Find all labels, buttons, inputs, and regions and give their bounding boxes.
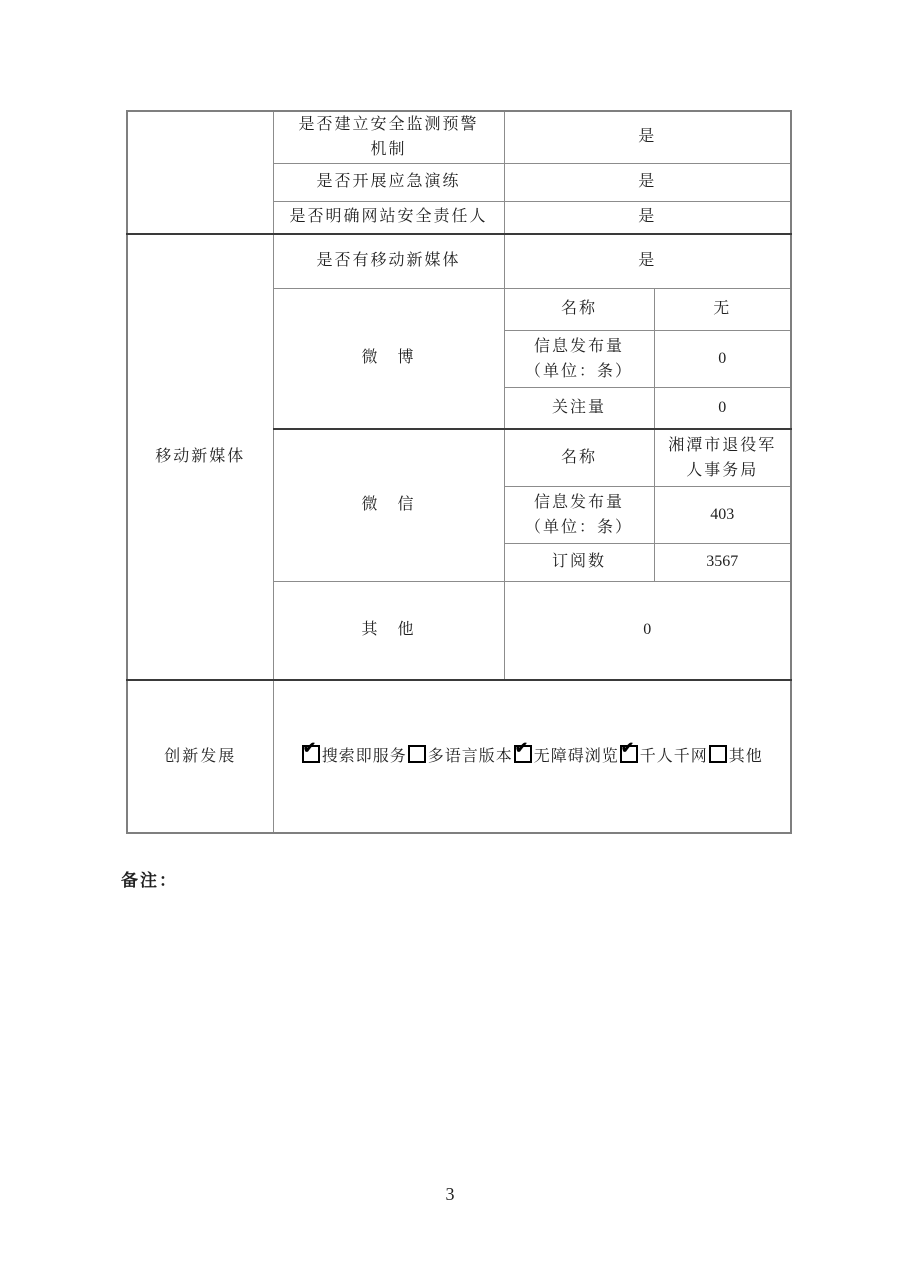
category-cell-innovation: 创新发展 (127, 680, 273, 833)
checkbox-label: 无障碍浏览 (533, 747, 619, 765)
option-multilanguage (407, 748, 513, 765)
weibo-followers-label: 关注量 (504, 387, 654, 429)
page-number: 3 (445, 1184, 455, 1204)
weibo-name-value: 无 (654, 288, 791, 330)
label-line: 信息发布量 (533, 493, 624, 511)
checkbox-checked-icon[interactable] (302, 745, 320, 763)
label-line: （单位：条） (524, 362, 633, 380)
wechat-name-label: 名称 (504, 429, 654, 486)
option-accessibility (513, 748, 619, 765)
checkbox-label: 搜索即服务 (321, 747, 407, 765)
table-row (127, 234, 791, 288)
option-search-as-service (301, 748, 407, 765)
report-table (126, 110, 792, 834)
checkbox-label: 千人千网 (639, 747, 708, 765)
security-question-drill: 是否开展应急演练 (273, 163, 504, 201)
security-answer-monitoring: 是 (504, 111, 791, 163)
security-answer-drill: 是 (504, 163, 791, 201)
annual-report-table (126, 110, 792, 834)
value-line: 人事务局 (686, 461, 759, 479)
table-row (127, 111, 791, 163)
remark-label: 备注： (121, 871, 178, 890)
category-cell-empty (127, 111, 273, 234)
table-row (127, 680, 791, 833)
checkbox-label: 其他 (728, 747, 763, 765)
value-line: 湘潭市退役军 (668, 436, 777, 454)
weibo-followers-value: 0 (654, 387, 791, 429)
wechat-volume-label (504, 486, 654, 543)
checkbox-checked-icon[interactable] (620, 745, 638, 763)
question-line: 机制 (370, 141, 407, 159)
label-line: 信息发布量 (533, 337, 624, 355)
weibo-name-label: 名称 (504, 288, 654, 330)
checkbox-unchecked-icon[interactable] (709, 745, 727, 763)
mobile-media-question: 是否有移动新媒体 (273, 234, 504, 288)
wechat-subs-label: 订阅数 (504, 543, 654, 581)
mobile-media-answer: 是 (504, 234, 791, 288)
wechat-subs-value: 3567 (654, 543, 791, 581)
wechat-label-cell: 微 信 (273, 429, 504, 581)
category-cell-mobile-media: 移动新媒体 (127, 234, 273, 680)
checkbox-label: 多语言版本 (427, 747, 513, 765)
checkbox-unchecked-icon[interactable] (408, 745, 426, 763)
security-question-responsible: 是否明确网站安全责任人 (273, 201, 504, 234)
checkbox-checked-icon[interactable] (514, 745, 532, 763)
other-media-value: 0 (504, 581, 791, 680)
security-answer-responsible: 是 (504, 201, 791, 234)
wechat-name-value (654, 429, 791, 486)
security-question-monitoring (273, 111, 504, 163)
other-media-label: 其 他 (273, 581, 504, 680)
option-qianren-qianwang (619, 748, 708, 765)
question-line: 是否建立安全监测预警 (298, 116, 479, 134)
innovation-checkbox-line (301, 748, 763, 765)
weibo-label-cell: 微 博 (273, 288, 504, 429)
innovation-options-cell (273, 680, 791, 833)
option-other (708, 748, 763, 765)
weibo-volume-label (504, 330, 654, 387)
label-line: （单位：条） (524, 518, 633, 536)
wechat-volume-value: 403 (654, 486, 791, 543)
weibo-volume-value: 0 (654, 330, 791, 387)
